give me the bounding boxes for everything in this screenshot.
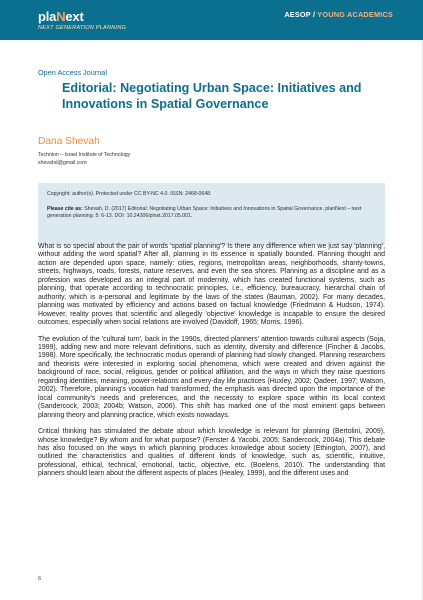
journal-publisher	[284, 10, 393, 19]
page-number: 6	[38, 576, 42, 582]
logo-text-rest: ext	[65, 9, 84, 24]
author-name: Dana Shevah	[38, 136, 100, 147]
copyright-notice: Copyright: author(s). Protected under CC BY-NC 4.0. ISSN: 2468-0648.	[47, 191, 212, 197]
citation-label: Please cite as:	[47, 206, 83, 212]
publisher-right: YOUNG ACADEMICS	[317, 10, 393, 19]
author-affiliation-block	[38, 151, 130, 167]
publisher-separator: /	[310, 10, 318, 19]
publisher-left: AESOP	[284, 10, 311, 19]
author-email: shevahd@gmail.com	[38, 160, 87, 166]
logo-text-accent: N	[56, 9, 66, 24]
article-body	[38, 243, 385, 487]
body-paragraph-3: Critical thinking has stimulated the debate about which knowledge is relevant for planning (Bertolini, 2009), whose knowledge? By whom and for what purpose? (Fenster & Yacobi, 2005; Sandercock, 2004a). This debate has also focused on the ways in which planning produces knowledge about society (Ethington, 2007), and outlined the characteristics and qualities of different kinds of knowledge, such as, scientific, intuitive, professional, ethical, technical, emotional, tactic, objective, etc. (Boelens, 2010). The understanding that planners should learn about the different aspects of places (Healey, 1999), and the different uses and	[38, 428, 385, 478]
section-label: Open Access Journal	[38, 68, 107, 77]
citation-box	[38, 183, 385, 245]
citation-text	[47, 206, 376, 220]
journal-header	[0, 0, 423, 40]
journal-logo	[38, 9, 84, 24]
logo-text-main: pla	[38, 9, 57, 24]
body-paragraph-2: The evolution of the 'cultural turn', back in the 1990s, directed planners' attention towards cultural aspects (Soja, 1999), adding new and more relevant definitions, such as identity, diversity and difference (Fincher & Jacobs, 1998). More specifically, the technocratic modus operandi of planning had slowly changed. Planning researchers and theorists were interested in exploring social phenomena, which were created and driven against the background of race, social, religious, gender or political affiliation, and the ways in which they raise questions regarding identities, meaning, power-relations and every-day life practices (Huxley, 2002; Qadeer, 1997; Watson, 2002). Therefore, planning's vocation had transformed; the emphasis was directed upon the importance of the local community's needs and preferences, and the necessity to explore space within its local context (Sandercock, 2003; 2004b; Watson, 2006). This shift has marked one of the most eminent gaps between planning theory and planning practice, which exists nowadays.	[38, 335, 385, 419]
citation-body: Shevah, D. (2017) Editorial: Negotiating Urban Space: Initiatives and Innovations in Spatial Governance. planNext – next generation planning. 5: 6-13. DOI: 10.24306/plnxt.2017.05.001.	[47, 206, 362, 219]
logo-subtitle: NEXT GENERATION PLANNING	[38, 25, 126, 31]
article-title: Editorial: Negotiating Urban Space: Initiatives and Innovations in Spatial Governance	[62, 81, 362, 111]
body-paragraph-1: What is so special about the pair of words 'spatial planning'? Is there any difference when we just say 'planning', without adding the word spatial? After all, planning in its essence is spatially bounded. Planning thought and action are depended upon space, namely: cities, regions, metropolitan areas, neighborhoods, shanty-towns, streets, highways, roads, forests, nature reserves, and even the sea shores. Planning as a discipline and as a profession was developed as an integral part of modernity, which has created functional systems, such as planning, that operate according to technocratic principles, i.e., efficiency, bureaucracy, hierarchal chain of authority, which is a-personal and legitimate by the laws of the states (Bauman, 2002). For many decades, planning was motivated by efficiency and actions based on factual knowledge (Friedmann & Hudson, 1974). However, reality proves that scientific and allegedly 'objective' knowledge is incapable to ensure the desired outcomes, especially when social relations are involved (Davidoff, 1965; Morris, 1996).	[38, 243, 385, 327]
author-affiliation: Technion – Israel Institute of Technology	[38, 152, 131, 158]
